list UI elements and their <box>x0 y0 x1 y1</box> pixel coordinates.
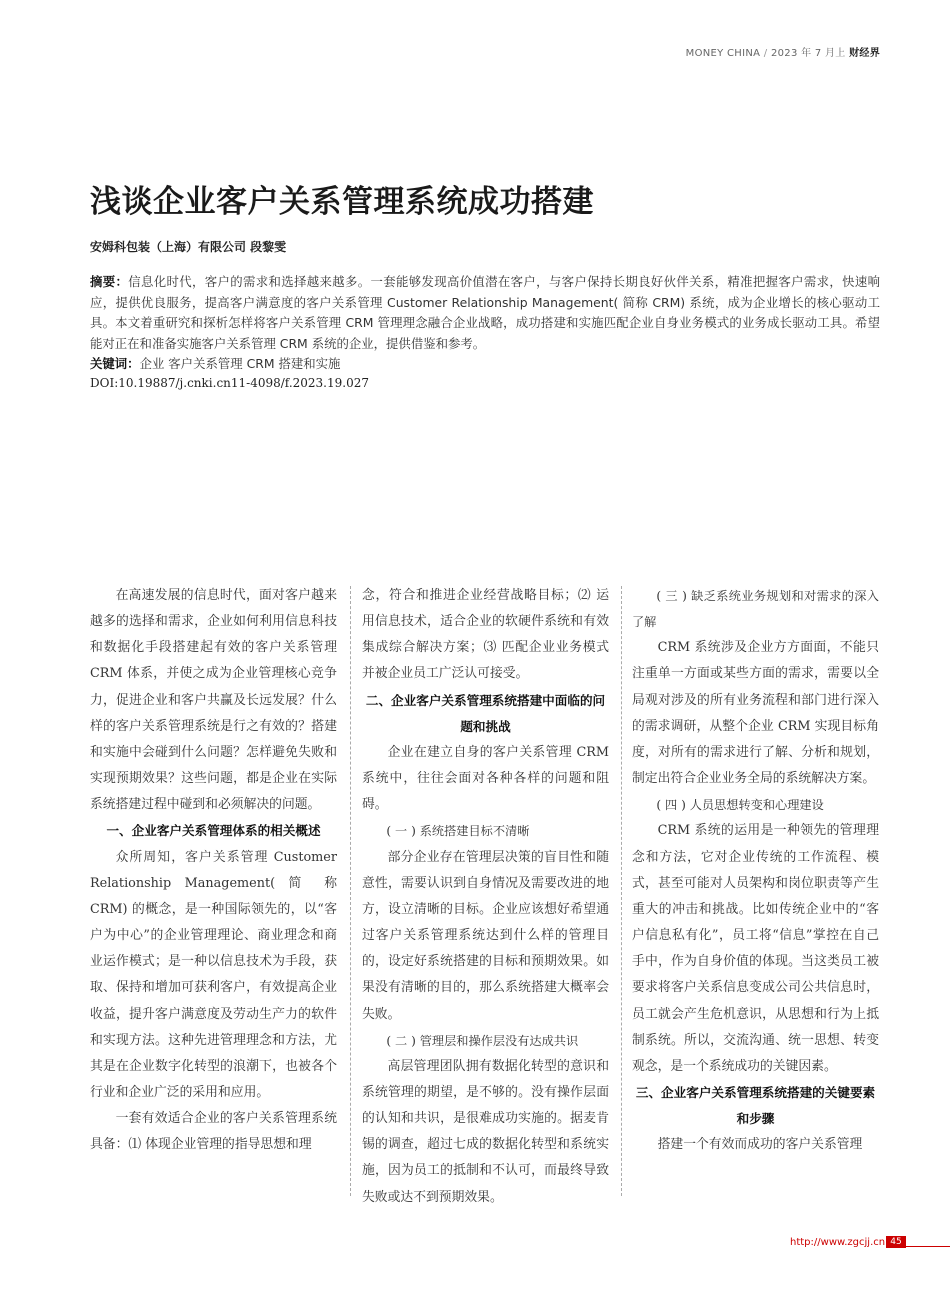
author-line: 安姆科包装（上海）有限公司 段黎雯 <box>90 240 287 254</box>
paragraph: 高层管理团队拥有数据化转型的意识和系统管理的期望，是不够的。没有操作层面的认知和共识，是很难成功实施的。据麦肯锡的调查，超过七成的数据化转型和系统实施，因为员工的抵制和不认可，而最终导致失败或达不到预期效果。 <box>362 1058 609 1205</box>
footer-url[interactable]: http://www.zgcjj.cn <box>790 1237 886 1248</box>
paragraph: CRM 系统的运用是一种领先的管理理念和方法，它对企业传统的工作流程、模式，甚至可能对人员架构和岗位职责等产生重大的冲击和挑战。比如传统企业中的“客户信息私有化”，员工将“信息”掌控在自己手中，作为自身价值的体现。当这类员工被要求将客户关系信息变成公司公共信息时，员工就会产生危机意识，从思想和行为上抵制系统。所以，交流沟通、统一思想、转变观念，是一个系统成功的关键因素。 <box>632 823 879 1074</box>
section-heading-3: 三、企业客户关系管理系统搭建的关键要素和步骤 <box>635 1084 876 1127</box>
issue-date: 2023 年 7 月上 <box>770 48 846 59</box>
paragraph: 企业在建立自身的客户关系管理 CRM 系统中，往往会面对各种各样的问题和阻碍。 <box>362 744 609 813</box>
doi: DOI:10.19887/j.cnki.cn11-4098/f.2023.19.027 <box>90 376 369 390</box>
paragraph: 搭建一个有效而成功的客户关系管理 <box>657 1137 863 1153</box>
keywords <box>90 354 340 372</box>
paragraph: 在高速发展的信息时代，面对客户越来越多的选择和需求，企业如何利用信息科技和数据化手段搭建起有效的客户关系管理 CRM 体系，并使之成为企业管理核心竞争力，促进企业和客户共赢及长远发展？什么样的客户关系管理系统是行之有效的？搭建和实施中会碰到什么问题？怎样避免失败和实现预期效果？这些问题，都是企业在实际系统搭建过程中碰到和必须解决的问题。 <box>90 588 337 813</box>
body-column-3 <box>632 583 879 1158</box>
subheading: ( 二 ) 管理层和操作层没有达成共识 <box>386 1033 579 1048</box>
subheading: ( 一 ) 系统搭建目标不清晰 <box>386 824 530 839</box>
page-number: 45 <box>886 1236 906 1248</box>
paragraph: 部分企业存在管理层决策的盲目性和随意性，需要认识到自身情况及需要改进的地方，设立清晰的目标。企业应该想好希望通过客户关系管理系统达到什么样的管理目的，设定好系统搭建的目标和预期效果。如果没有清晰的目的，那么系统搭建大概率会失败。 <box>362 849 609 1022</box>
section-name: 财经界 <box>849 48 880 59</box>
abstract-label: 摘要： <box>90 274 129 289</box>
magazine-name: MONEY CHINA <box>685 48 761 59</box>
abstract-text: 信息化时代，客户的需求和选择越来越多。一套能够发现高价值潜在客户，与客户保持长期良好伙伴关系，精准把握客户需求，快速响应，提供优良服务，提高客户满意度的客户关系管理 Customer Relationship Management( 简称 CRM) 系统，成为企业增长的核心驱动工具。本文着重研究和探析怎样将客户关系管理 CRM 管理理念融合企业战略，成功搭建和实施匹配企业自身业务模式的业务成长驱动工具。希望能对正在和准备实施客户关系管理 CRM 系统的企业，提供借鉴和参考。 <box>90 274 881 351</box>
body-column-1 <box>90 583 337 1158</box>
column-divider <box>350 586 351 1196</box>
subheading: ( 四 ) 人员思想转变和心理建设 <box>656 798 824 813</box>
keywords-label: 关键词： <box>90 356 140 371</box>
footer-rule <box>906 1246 950 1247</box>
keywords-text: 企业 客户关系管理 CRM 搭建和实施 <box>139 356 341 371</box>
paragraph: 众所周知，客户关系管理 Customer Relationship Management( 简 称 CRM) 的概念，是一种国际领先的，以“客户为中心”的企业管理理论、商业理念和商业运作模式；是一种以信息技术为手段，获取、保持和增加可获利客户，有效提高企业收益，提升客户满意度及劳动生产力的软件和实现方法。这种先进管理理念和方法，尤其是在企业数字化转型的浪潮下，也被各个行业和企业广泛的采用和应用。 <box>90 849 337 1100</box>
article-title: 浅谈企业客户关系管理系统成功搭建 <box>90 184 594 220</box>
section-heading-1: 一、企业客户关系管理体系的相关概述 <box>106 823 321 839</box>
paragraph: CRM 系统涉及企业方方面面，不能只注重单一方面或某些方面的需求，需要以全局观对涉及的所有业务流程和部门进行深入的需求调研，从整个企业 CRM 实现目标角度，对所有的需求进行了解、分析和规划，制定出符合企业业务全局的系统解决方案。 <box>632 640 879 787</box>
body-column-2 <box>362 583 609 1211</box>
running-header: MONEY CHINA / 2023 年 7 月上 财经界 <box>685 48 880 59</box>
paragraph: 一套有效适合企业的客户关系管理系统具备：⑴ 体现企业管理的指导思想和理 <box>90 1111 337 1153</box>
subheading: ( 三 ) 缺乏系统业务规划和对需求的深入了解 <box>632 589 879 630</box>
section-heading-2: 二、企业客户关系管理系统搭建中面临的问题和挑战 <box>365 692 606 734</box>
paragraph: 念，符合和推进企业经营战略目标；⑵ 运用信息技术，适合企业的软硬件系统和有效集成综合解决方案；⑶ 匹配企业业务模式并被企业员工广泛认可接受。 <box>362 588 609 682</box>
abstract <box>90 272 880 354</box>
column-divider <box>621 586 622 1196</box>
